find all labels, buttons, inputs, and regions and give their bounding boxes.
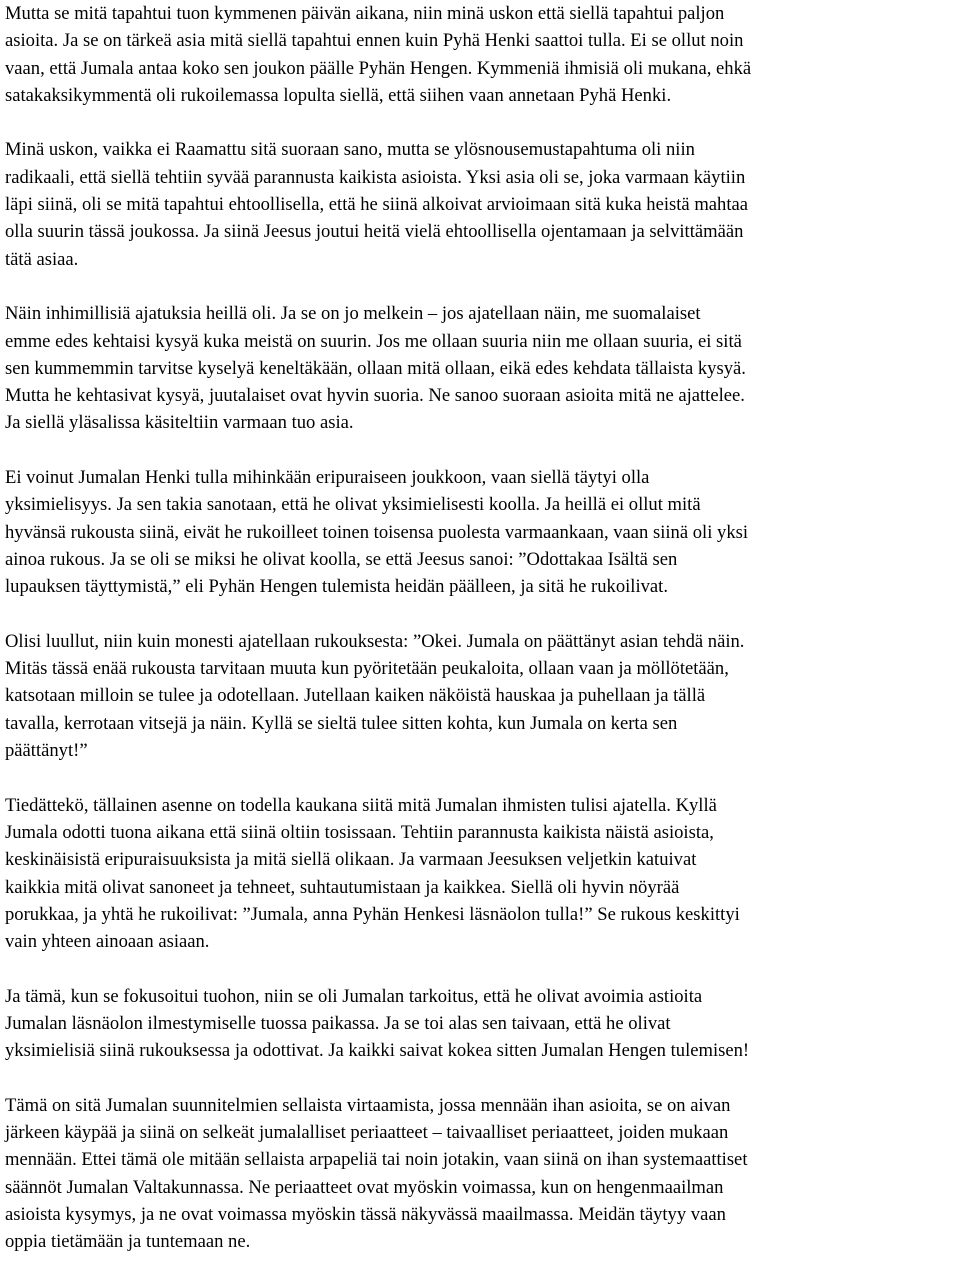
- text-line: Jumala odotti tuona aikana että siinä oltiin tosissaan. Tehtiin parannusta kaikista näistä asioista,: [5, 821, 714, 843]
- text-line: olla suurin tässä joukossa. Ja siinä Jeesus joutui heitä vielä ehtoollisella ojentamaan ja selvittämään: [5, 221, 744, 243]
- text-line: Ja tämä, kun se fokusoitui tuohon, niin se oli Jumalan tarkoitus, että he olivat avoimia astioita: [5, 985, 703, 1007]
- text-line: vain yhteen ainoaan asiaan.: [5, 931, 210, 953]
- paragraph-2: [5, 136, 952, 272]
- paragraph-3: [5, 300, 952, 436]
- text-line: Tämä on sitä Jumalan suunnitelmien sellaista virtaamista, jossa mennään ihan asioita, se on aivan: [5, 1094, 731, 1116]
- text-line: järkeen käypää ja siinä on selkeät jumalalliset periaatteet – taivaalliset periaatteet, joiden mukaan: [5, 1122, 729, 1144]
- text-line: Jumalan läsnäolon ilmestymiselle tuossa paikassa. Ja se toi alas sen taivaan, että he olivat: [5, 1012, 671, 1034]
- text-line: hyvänsä rukousta siinä, eivät he rukoilleet toinen toisensa puolesta varmaankaan, vaan siinä oli yksi: [5, 521, 749, 543]
- text-line: Tiedättekö, tällainen asenne on todella kaukana siitä mitä Jumalan ihmisten tulisi ajatella. Kyllä: [5, 794, 717, 816]
- paragraph-4: [5, 464, 952, 600]
- paragraph-5: [5, 628, 952, 764]
- text-line: päättänyt!”: [5, 740, 88, 762]
- paragraph-1: [5, 0, 952, 109]
- text-line: Mitäs tässä enää rukousta tarvitaan muuta kun pyöritetään peukaloita, ollaan vaan ja möllötetään,: [5, 658, 729, 680]
- text-line: oppia tietämään ja tuntemaan ne.: [5, 1231, 251, 1253]
- paragraph-6: [5, 792, 952, 956]
- text-line: tätä asiaa.: [5, 248, 79, 270]
- text-line: porukkaa, ja yhtä he rukoilivat: ”Jumala, anna Pyhän Henkesi läsnäolon tulla!” Se rukous keskittyi: [5, 903, 740, 925]
- text-line: keskinäisistä eripuraisuuksista ja mitä siellä olikaan. Ja varmaan Jeesuksen veljetkin katuivat: [5, 849, 697, 871]
- text-line: asioista kysymys, ja ne ovat voimassa myöskin tässä näkyvässä maailmassa. Meidän täytyy vaan: [5, 1204, 726, 1226]
- text-line: radikaali, että siellä tehtiin syvää parannusta kaikista asioista. Yksi asia oli se, joka varmaan käytiin: [5, 166, 746, 188]
- text-line: sen kummemmin tarvitse kyselyä keneltäkään, ollaan mitä ollaan, eikä edes kehdata tällaista kysyä.: [5, 357, 746, 379]
- text-line: läpi siinä, oli se mitä tapahtui ehtoollisella, että he siinä alkoivat arvioimaan sitä kuka heistä mahtaa: [5, 194, 749, 216]
- text-line: Mutta he kehtasivat kysyä, juutalaiset ovat hyvin suoria. Ne sanoo suoraan asioita mitä ne ajattelee.: [5, 385, 745, 407]
- text-line: katsotaan milloin se tulee ja odotellaan. Jutellaan kaiken näköistä hauskaa ja puhellaan ja tällä: [5, 685, 706, 707]
- text-line: ainoa rukous. Ja se oli se miksi he olivat koolla, se että Jeesus sanoi: ”Odottakaa Isältä sen: [5, 548, 678, 570]
- text-line: Ja siellä yläsalissa käsiteltiin varmaan tuo asia.: [5, 412, 354, 434]
- paragraph-8: [5, 1092, 952, 1256]
- text-line: tavalla, kerrotaan vitsejä ja näin. Kyllä se sieltä tulee sitten kohta, kun Jumala on kerta sen: [5, 712, 678, 734]
- text-line: yksimielisyys. Ja sen takia sanotaan, että he olivat yksimielisesti koolla. Ja heillä ei ollut mitä: [5, 494, 701, 516]
- text-line: satakaksikymmentä oli rukoilemassa lopulta siellä, että siihen vaan annetaan Pyhä Henki.: [5, 84, 672, 106]
- text-line: Minä uskon, vaikka ei Raamattu sitä suoraan sano, mutta se ylösnousemustapahtuma oli niin: [5, 139, 695, 161]
- text-line: kaikkia mitä olivat sanoneet ja tehneet, suhtautumistaan ja kaikkea. Siellä oli hyvin nöyrää: [5, 876, 680, 898]
- text-line: mennään. Ettei tämä ole mitään sellaista arpapeliä tai noin jotakin, vaan siinä on ihan systemaattiset: [5, 1149, 748, 1171]
- text-line: lupauksen täyttymistä,” eli Pyhän Hengen tulemista heidän päälleen, ja sitä he rukoilivat.: [5, 576, 668, 598]
- text-line: säännöt Jumalan Valtakunnassa. Ne periaatteet ovat myöskin voimassa, kun on hengenmaailman: [5, 1176, 724, 1198]
- text-line: Ei voinut Jumalan Henki tulla mihinkään eripuraiseen joukkoon, vaan siellä täytyi olla: [5, 467, 650, 489]
- text-line: Mutta se mitä tapahtui tuon kymmenen päivän aikana, niin minä uskon että siellä tapahtui paljon: [5, 3, 725, 24]
- text-line: vaan, että Jumala antaa koko sen joukon päälle Pyhän Hengen. Kymmeniä ihmisiä oli mukana, ehkä: [5, 57, 752, 79]
- text-line: Olisi luullut, niin kuin monesti ajatellaan rukouksesta: ”Okei. Jumala on päättänyt asian tehdä näin.: [5, 630, 745, 652]
- text-line: emme edes kehtaisi kysyä kuka meistä on suurin. Jos me ollaan suuria niin me ollaan suuria, ei sitä: [5, 330, 742, 352]
- paragraph-7: [5, 983, 952, 1065]
- text-line: asioita. Ja se on tärkeä asia mitä siellä tapahtui ennen kuin Pyhä Henki saattoi tulla. Ei se ollut noin: [5, 30, 744, 52]
- text-line: yksimielisiä siinä rukouksessa ja odottivat. Ja kaikki saivat kokea sitten Jumalan Hengen tulemisen!: [5, 1040, 750, 1062]
- text-line: Näin inhimillisiä ajatuksia heillä oli. Ja se on jo melkein – jos ajatellaan näin, me suomalaiset: [5, 303, 701, 325]
